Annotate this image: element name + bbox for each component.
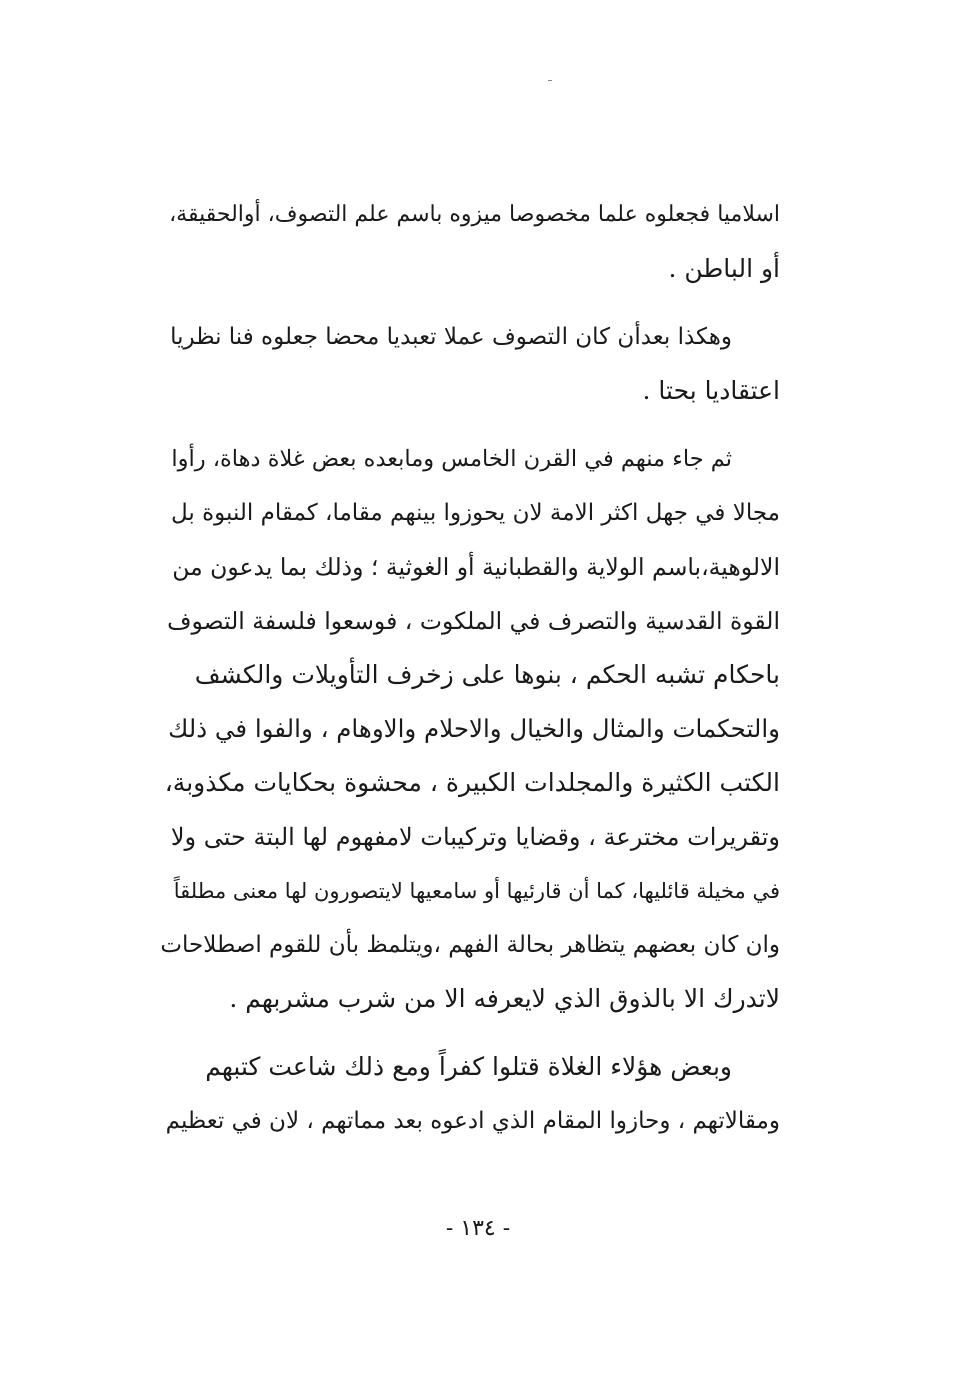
paragraph-3: [160, 432, 780, 1026]
text-line: اعتقاديا بحتا .: [642, 376, 780, 405]
text-line: وتقريرات مخترعة ، وقضايا وتركيبات لامفهوم لها البتة حتى ولا: [170, 823, 780, 851]
text-line: وبعض هؤلاء الغلاة قتلوا كفراً ومع ذلك شاعت كتبهم: [205, 1052, 732, 1081]
page-number: - ١٣٤ -: [445, 1216, 511, 1241]
text-line: ثم جاء منهم في القرن الخامس ومابعده بعض غلاة دهاة، رأوا: [171, 446, 732, 472]
text-line: مجالا في جهل اكثر الامة لان يحوزوا بينهم مقاما، كمقام النبوة بل: [170, 500, 780, 526]
text-line: والتحكمات والمثال والخيال والاحلام والاوهام ، والفوا في ذلك: [168, 714, 780, 743]
text-line: الكتب الكثيرة والمجلدات الكبيرة ، محشوة بحكايات مكذوبة،: [164, 768, 780, 797]
paragraph-2: [160, 310, 780, 418]
scan-speck: [548, 80, 552, 81]
text-line: باحكام تشبه الحكم ، بنوها على زخرف التأويلات والكشف: [194, 660, 780, 689]
text-line: الالوهية،باسم الولاية والقطبانية أو الغوثية ؛ وذلك بما يدعون من: [172, 553, 780, 581]
text-line: القوة القدسية والتصرف في الملكوت ، فوسعوا فلسفة التصوف: [167, 607, 780, 635]
text-line: اسلاميا فجعلوه علما مخصوصا ميزوه باسم علم التصوف، أوالحقيقة،: [169, 202, 780, 227]
paragraph-1: [160, 188, 780, 296]
text-line: وان كان بعضهم يتظاهر بحالة الفهم ،ويتلمظ بأن للقوم اصطلاحات: [160, 932, 780, 958]
page-body: [160, 188, 780, 1148]
text-line: في مخيلة قائليها، كما أن قارئيها أو سامعيها لايتصورون لها معنى مطلقاً: [173, 879, 780, 903]
text-line: وهكذا بعدأن كان التصوف عملا تعبديا محضا جعلوه فنا نظريا: [170, 324, 732, 350]
text-line: ومقالاتهم ، وحازوا المقام الذي ادعوه بعد مماتهم ، لان في تعظيم: [165, 1108, 780, 1134]
text-line: أو الباطن .: [668, 254, 780, 283]
text-line: لاتدرك الا بالذوق الذي لايعرفه الا من شرب مشربهم .: [229, 984, 780, 1013]
paragraph-4: [160, 1040, 780, 1148]
